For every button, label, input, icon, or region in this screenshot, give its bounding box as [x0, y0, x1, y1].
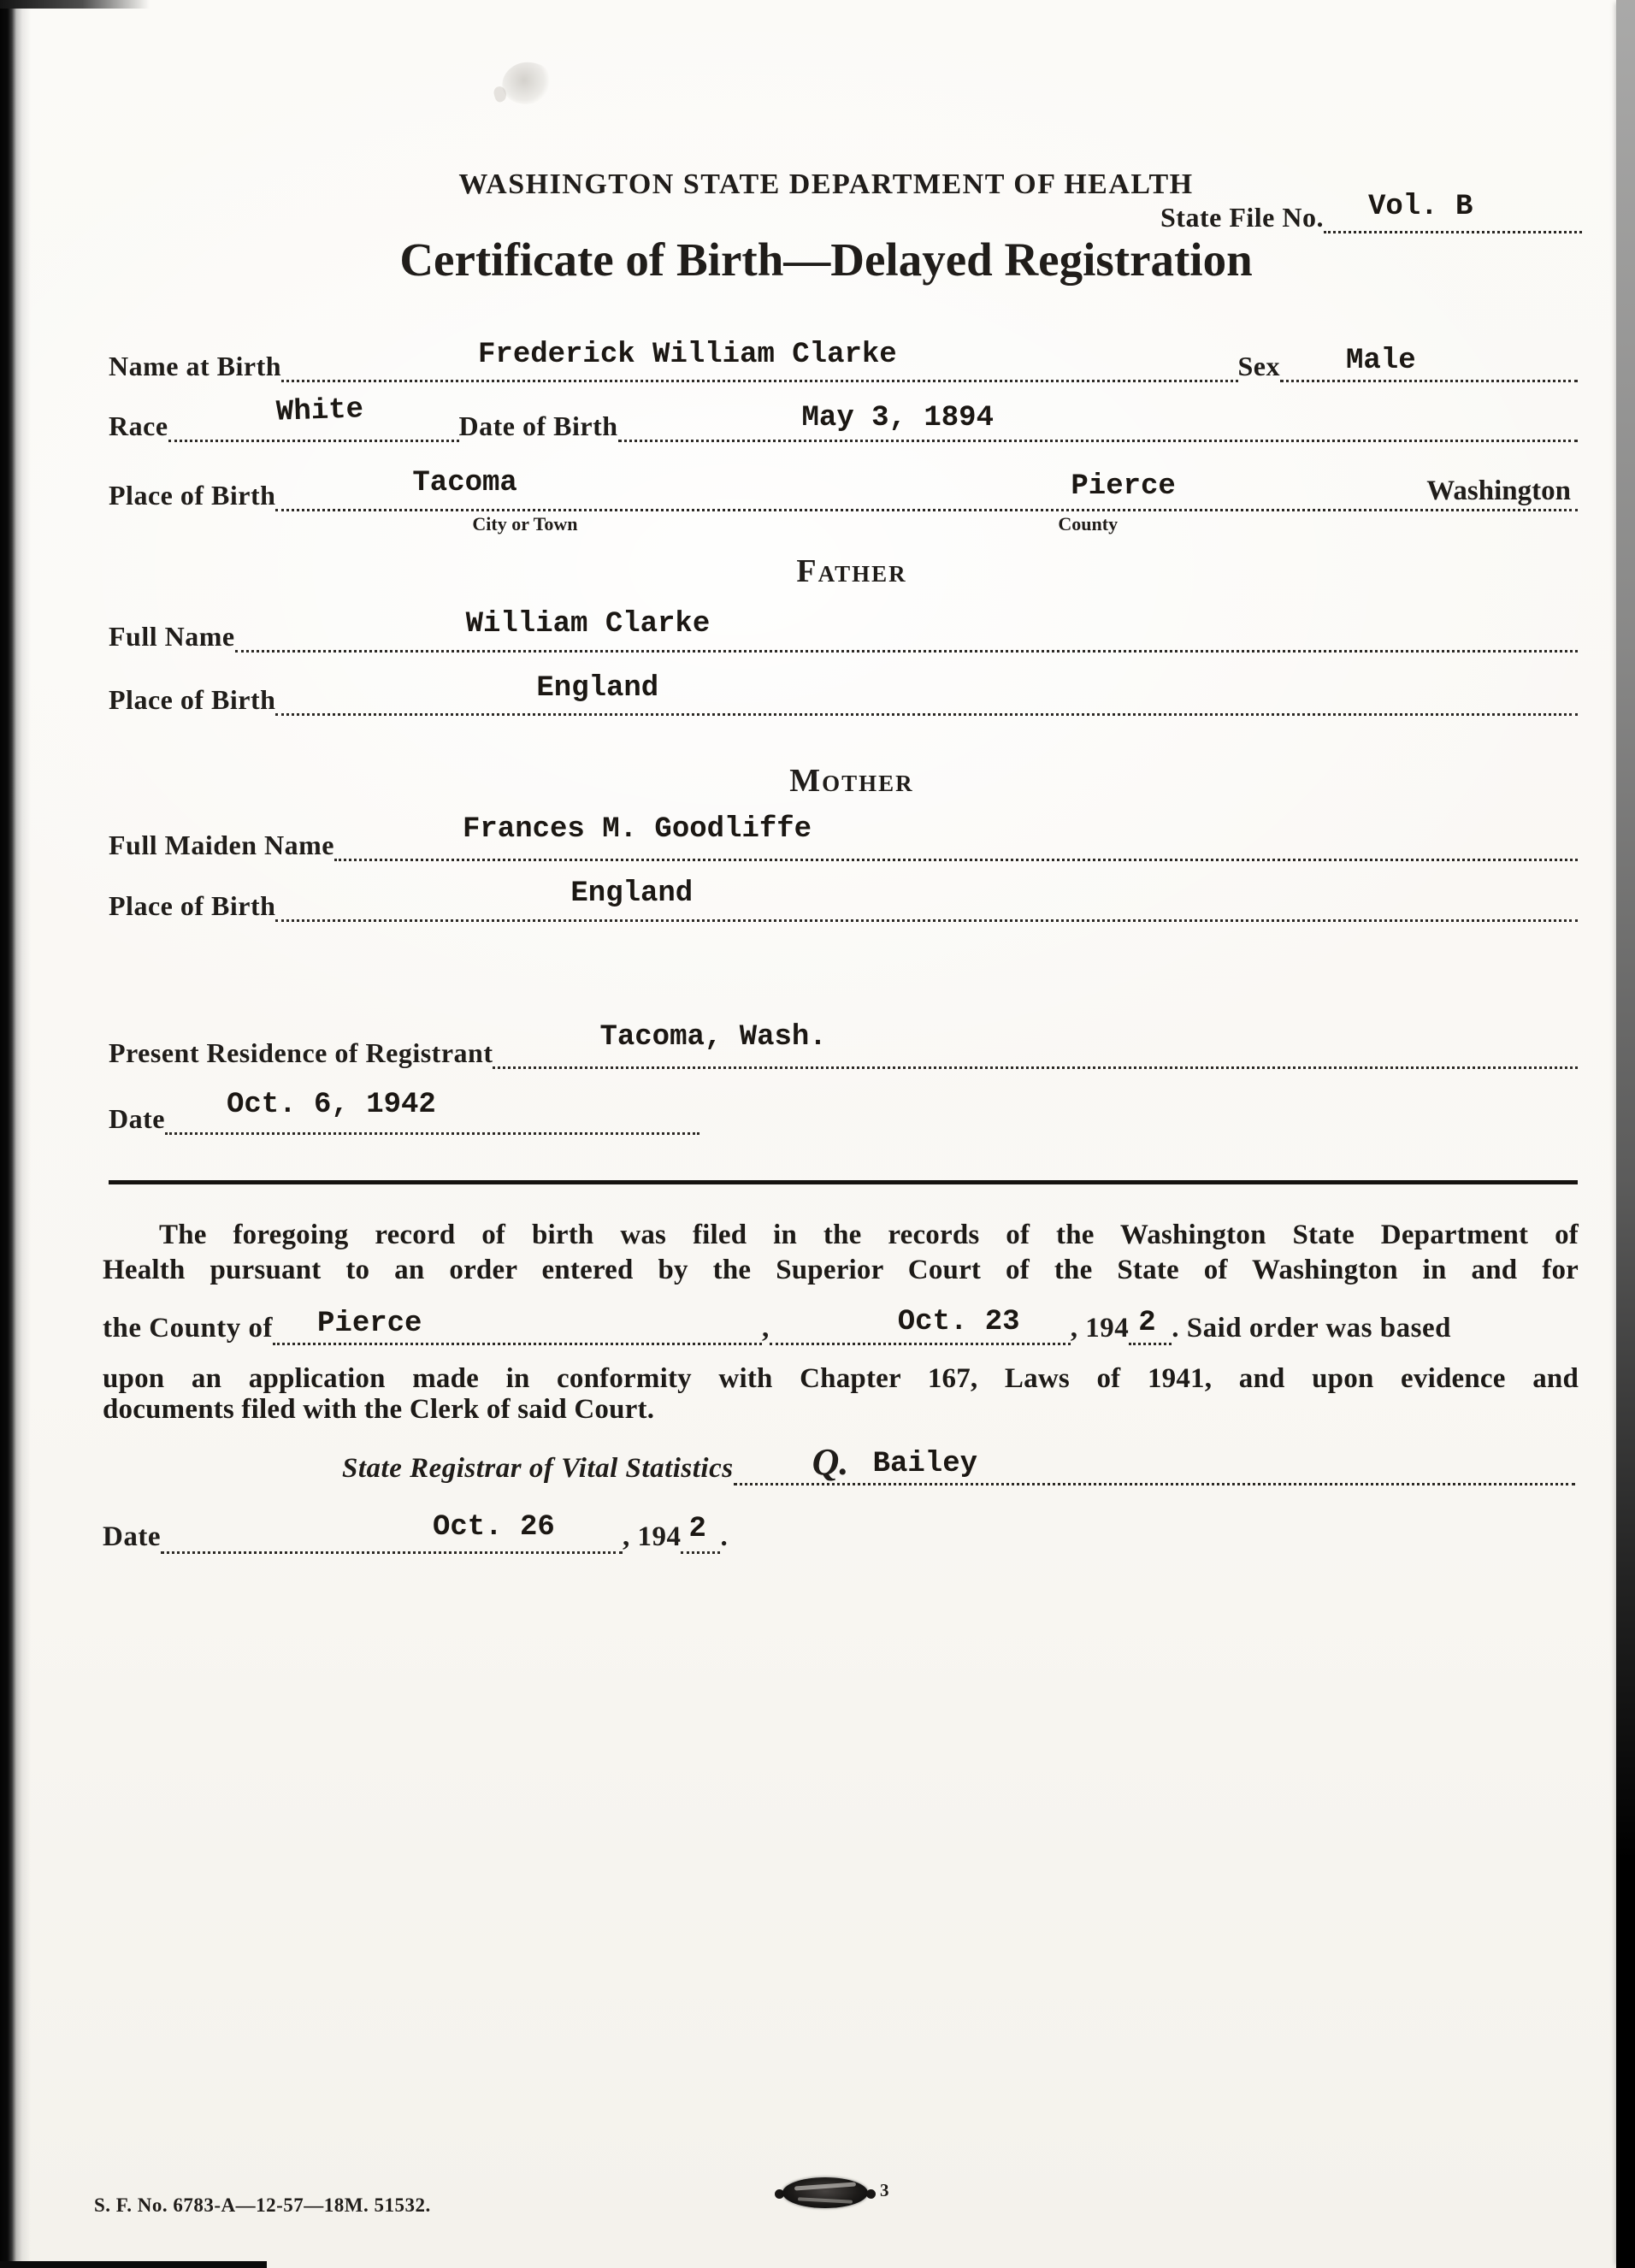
registrant-date-value: Oct. 6, 1942: [226, 1089, 436, 1121]
father-place-of-birth-label: Place of Birth: [109, 684, 276, 715]
section-divider-rule: [109, 1180, 1578, 1184]
registrar-year-prefix: , 194: [622, 1521, 682, 1552]
county-line: [273, 1303, 762, 1345]
registrant-date-label: Date: [109, 1103, 165, 1134]
sex-line: [1280, 340, 1578, 382]
mother-place-of-birth-label: Place of Birth: [109, 890, 276, 921]
registrar-year-digit: 2: [688, 1513, 706, 1545]
sex-label: Sex: [1237, 351, 1280, 381]
place-of-birth-line: [275, 467, 1578, 535]
state-file-label: State File No.: [1160, 202, 1324, 233]
court-statement-line2: Health pursuant to an order entered by the Superior Court of the State of Washington in and for: [103, 1255, 1579, 1285]
order-sentence-end: . Said order was based: [1172, 1313, 1451, 1344]
form-number: S. F. No. 6783-A—12-57—18M. 51532.: [94, 2194, 431, 2216]
mother-maiden-name-line: [334, 813, 1578, 861]
mother-section-header: Mother: [789, 763, 914, 799]
sex-value: Male: [1346, 345, 1416, 377]
order-date-value: Oct. 23: [897, 1306, 1020, 1338]
mother-maiden-name-value: Frances M. Goodliffe: [462, 813, 812, 846]
order-date-line: [770, 1303, 1071, 1345]
order-year-digit-line: [1129, 1303, 1172, 1345]
state-file-line: [1324, 192, 1582, 233]
court-statement-line5: documents filed with the Clerk of said Court.: [103, 1394, 655, 1425]
state-file-value: Vol. B: [1367, 191, 1473, 223]
father-place-of-birth-row: [109, 672, 1578, 716]
registrar-date-label: Date: [103, 1521, 161, 1552]
stamp-body: [782, 2177, 868, 2208]
date-of-birth-value: May 3, 1894: [801, 402, 994, 434]
date-of-birth-label: Date of Birth: [458, 410, 618, 441]
registrar-signature-initial: Q.: [812, 1441, 849, 1483]
place-of-birth-city-value: Tacoma: [412, 467, 517, 499]
mother-maiden-name-label: Full Maiden Name: [109, 830, 334, 860]
city-or-town-sublabel: City or Town: [472, 513, 578, 535]
registrant-date-row: [109, 1089, 699, 1135]
present-residence-line: [493, 1021, 1578, 1069]
scan-top-smear: [0, 0, 150, 9]
father-place-of-birth-line: [275, 674, 1578, 716]
race-dob-row: [109, 393, 1578, 442]
name-at-birth-row: [109, 339, 1578, 382]
present-residence-value: Tacoma, Wash.: [599, 1021, 827, 1054]
film-edge-left: [0, 0, 31, 2268]
county-order-row: [103, 1306, 1578, 1345]
name-at-birth-value: Frederick William Clarke: [478, 339, 897, 371]
race-line: [168, 393, 459, 442]
registrar-date-period: .: [720, 1521, 729, 1552]
father-full-name-label: Full Name: [109, 621, 235, 652]
department-header: WASHINGTON STATE DEPARTMENT OF HEALTH: [458, 168, 1194, 200]
film-edge-right: [1616, 0, 1635, 2268]
printers-union-stamp-icon: [772, 2175, 892, 2212]
registrar-date-value: Oct. 26: [432, 1511, 555, 1544]
mother-place-of-birth-row: [109, 877, 1578, 922]
mother-place-of-birth-value: England: [570, 877, 694, 910]
present-residence-label: Present Residence of Registrant: [109, 1037, 493, 1068]
county-sublabel: County: [1058, 513, 1119, 535]
order-year-digit: 2: [1138, 1307, 1156, 1339]
father-section-header: Father: [796, 553, 907, 589]
place-of-birth-label: Place of Birth: [109, 480, 276, 511]
race-label: Race: [109, 410, 168, 441]
court-statement-line4: upon an application made in conformity with Chapter 167, Laws of 1941, and upon evidence and: [103, 1363, 1579, 1394]
registrar-label: State Registrar of Vital Statistics: [342, 1453, 734, 1484]
name-at-birth-line: [281, 340, 1237, 382]
place-of-birth-state: Washington: [1426, 475, 1571, 506]
present-residence-row: [109, 1021, 1578, 1069]
court-statement-line1: The foregoing record of birth was filed in the records of the Washington State Department of: [159, 1220, 1579, 1250]
registrant-date-line: [165, 1089, 699, 1135]
place-of-birth-county-value: Pierce: [1071, 470, 1176, 503]
father-full-name-value: William Clarke: [465, 608, 711, 641]
registrar-date-line: [161, 1512, 623, 1554]
father-place-of-birth-value: England: [536, 672, 659, 705]
county-value: Pierce: [317, 1308, 422, 1340]
registrar-signature-name: Bailey: [872, 1448, 977, 1480]
registrar-date-row: [103, 1511, 729, 1554]
race-value: White: [274, 393, 364, 429]
date-of-birth-line: [618, 400, 1578, 442]
document-title: Certificate of Birth—Delayed Registration: [399, 233, 1253, 286]
order-year-prefix: , 194: [1070, 1313, 1130, 1344]
stamp-right-dot: [866, 2189, 876, 2199]
paper-smudge: [499, 56, 553, 109]
state-file-row: [1160, 191, 1582, 233]
name-at-birth-label: Name at Birth: [109, 351, 282, 381]
mother-place-of-birth-line: [275, 877, 1578, 922]
mother-maiden-name-row: [109, 813, 1578, 861]
stamp-number: 3: [880, 2180, 889, 2200]
registrar-signature-line: [734, 1441, 1575, 1485]
place-of-birth-row: [109, 467, 1578, 535]
father-full-name-line: [235, 608, 1578, 653]
scan-bottom-edge: [0, 2261, 267, 2268]
county-of-label: the County of: [103, 1313, 274, 1344]
registrar-year-digit-line: [681, 1512, 720, 1554]
county-separator-comma: ,: [762, 1313, 770, 1344]
registrar-signature-row: [342, 1441, 1575, 1485]
father-full-name-row: [109, 608, 1578, 653]
